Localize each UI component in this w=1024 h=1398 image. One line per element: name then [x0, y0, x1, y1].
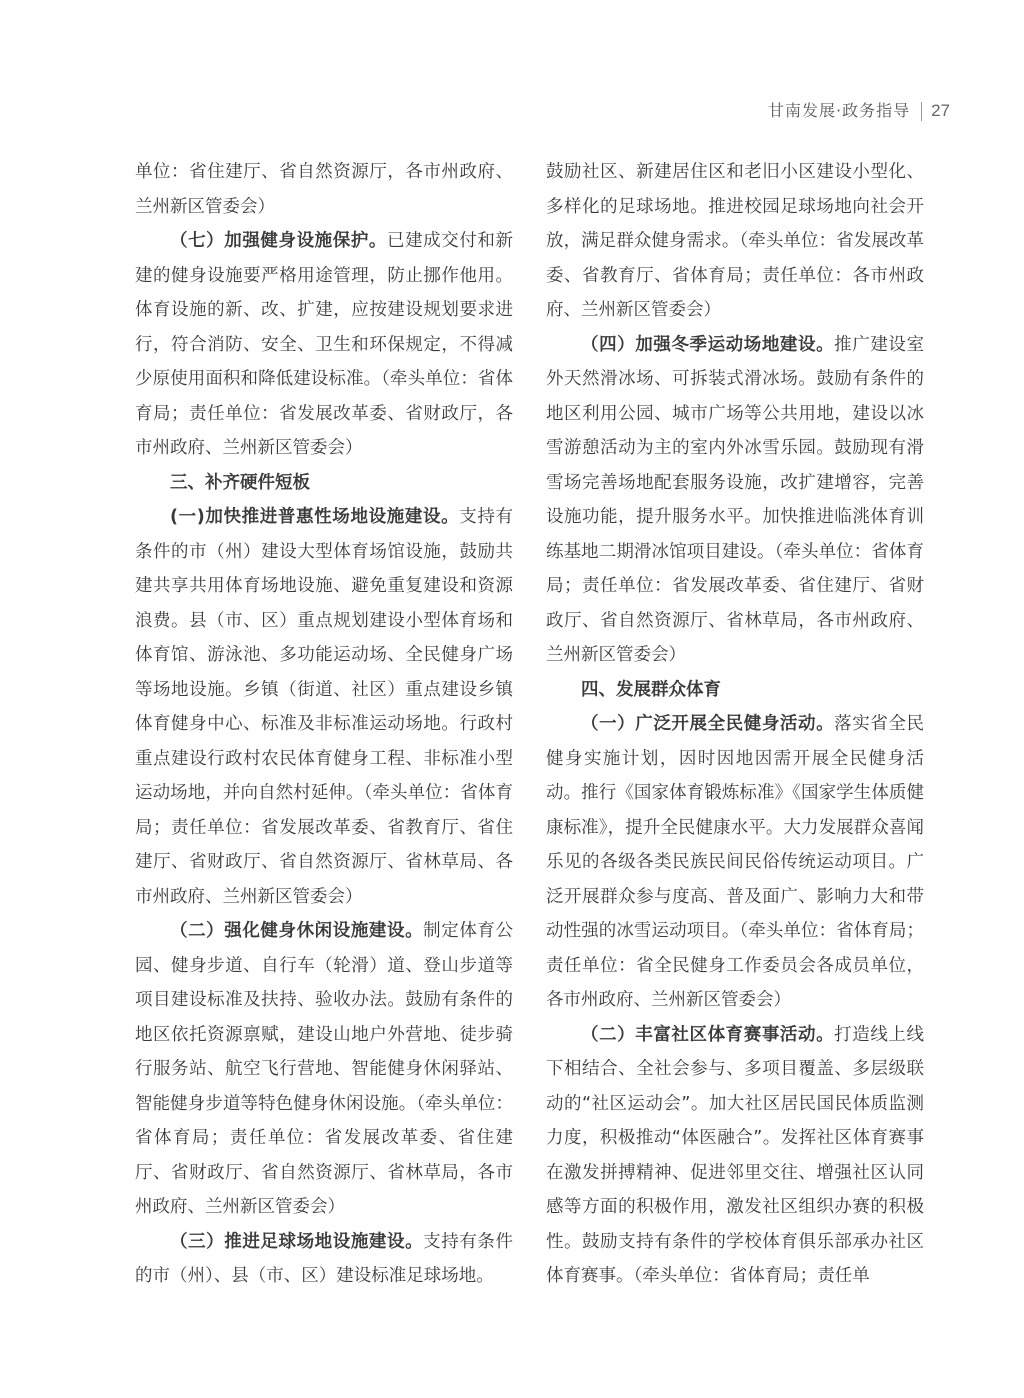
- paragraph-continued: 单位：省住建厅、省自然资源厅，各市州政府、兰州新区管委会）: [135, 162, 513, 217]
- right-column: [546, 155, 924, 1294]
- paragraph-lead: （一）广泛开展全民健身活动。: [581, 714, 835, 734]
- paragraph-body: 打造线上线下相结合、全社会参与、多项目覆盖、多层级联动的“社区运动会”。加大社区居民国民体质监测力度，积极推动“体医融合”。发挥社区体育赛事在激发拼搏精神、促进邻里交往、增强社区认同感等方面的积极作用，激发社区组织办赛的积极性。鼓励支持有条件的学校体育俱乐部承办社区体育赛事。（牵头单位：省体育局；责任单: [546, 1024, 925, 1286]
- paragraph-leisure-facilities: [135, 914, 513, 1225]
- paragraph-body: 支持有条件的市（州）、县（市、区）建设标准足球场地。: [135, 1231, 514, 1286]
- paragraph-body: 落实省全民健身实施计划，因时因地因需开展全民健身活动。推行《国家体育锻炼标准》《国家学生体质健康标准》，提升全民健康水平。大力发展群众喜闻乐见的各级各类民族民间民俗传统运动项目。广泛开展群众参与度高、普及面广、影响力大和带动性强的冰雪运动项目。（牵头单位：省体育局；责任单位：省全民健身工作委员会各成员单位，各市州政府、兰州新区管委会）: [546, 714, 925, 1010]
- paragraph-lead: （二）丰富社区体育赛事活动。: [581, 1024, 835, 1045]
- paragraph-community-events: [546, 1018, 924, 1294]
- page-number: 27: [931, 101, 950, 120]
- paragraph-body: 已建成交付和新建的健身设施要严格用途管理，防止挪作他用。体育设施的新、改、扩建，应按建设规划要求进行，符合消防、安全、卫生和环保规定，不得减少原使用面积和降低建设标准。（牵头单位：省体育局；责任单位：省发展改革委、省财政厅，各市州政府、兰州新区管委会）: [135, 231, 513, 458]
- paragraph-lead: (一)加快推进普惠性场地设施建设。: [170, 507, 460, 527]
- paragraph-lead: （七）加强健身设施保护。: [170, 231, 387, 251]
- paragraph-lead: （三）推进足球场地设施建设。: [170, 1231, 424, 1252]
- journal-title: 甘南发展·政务指导: [767, 101, 911, 120]
- paragraph-continued: 鼓励社区、新建居住区和老旧小区建设小型化、多样化的足球场地。推进校园足球场地向社会开放，满足群众健身需求。（牵头单位：省发展改革委、省教育厅、省体育局；责任单位：各市州政府、兰州新区管委会）: [546, 162, 924, 320]
- paragraph-lead: （二）强化健身休闲设施建设。: [170, 921, 424, 941]
- paragraph-national-fitness: [546, 707, 924, 1018]
- paragraph-football-fields: [135, 1225, 513, 1294]
- paragraph-facility-protection: [135, 224, 513, 466]
- paragraph-body: 制定体育公园、健身步道、自行车（轮滑）道、登山步道等项目建设标准及扶持、验收办法。鼓励有条件的地区依托资源禀赋，建设山地户外营地、徒步骑行服务站、航空飞行营地、智能健身休闲驿站、智能健身步道等特色健身休闲设施。（牵头单位：省体育局；责任单位：省发展改革委、省住建厅、省财政厅、省自然资源厅、省林草局，各市州政府、兰州新区管委会）: [135, 921, 514, 1217]
- paragraph-winter-sports: [546, 328, 924, 673]
- paragraph-body: 支持有条件的市（州）建设大型体育场馆设施，鼓励共建共享共用体育场地设施、避免重复建设和资源浪费。县（市、区）重点规划建设小型体育场和体育馆、游泳池、多功能运动场、全民健身广场等场地设施。乡镇（街道、社区）重点建设乡镇体育健身中心、标准及非标准运动场地。行政村重点建设行政村农民体育健身工程、非标准小型运动场地，并向自然村延伸。（牵头单位：省体育局；责任单位：省发展改革委、省教育厅、省住建厅、省财政厅、省自然资源厅、省林草局、各市州政府、兰州新区管委会）: [135, 507, 513, 907]
- paragraph-inclusive-venues: [135, 500, 513, 914]
- paragraph-lead: （四）加强冬季运动场地建设。: [581, 334, 835, 355]
- left-column: [135, 155, 513, 1294]
- header-divider: [921, 102, 922, 121]
- section-heading: 三、补齐硬件短板: [170, 472, 310, 493]
- paragraph-body: 推广建设室外天然滑冰场、可拆装式滑冰场。鼓励有条件的地区利用公园、城市广场等公共用地，建设以冰雪游憩活动为主的室内外冰雪乐园。鼓励现有滑雪场完善场地配套服务设施，改扩建增容，完善设施功能，提升服务水平。加快推进临洮体育训练基地二期滑冰馆项目建设。（牵头单位：省体育局；责任单位：省发展改革委、省住建厅、省财政厅、省自然资源厅、省林草局，各市州政府、兰州新区管委会）: [546, 334, 925, 665]
- running-header: [768, 99, 950, 123]
- section-heading: 四、发展群众体育: [581, 679, 721, 700]
